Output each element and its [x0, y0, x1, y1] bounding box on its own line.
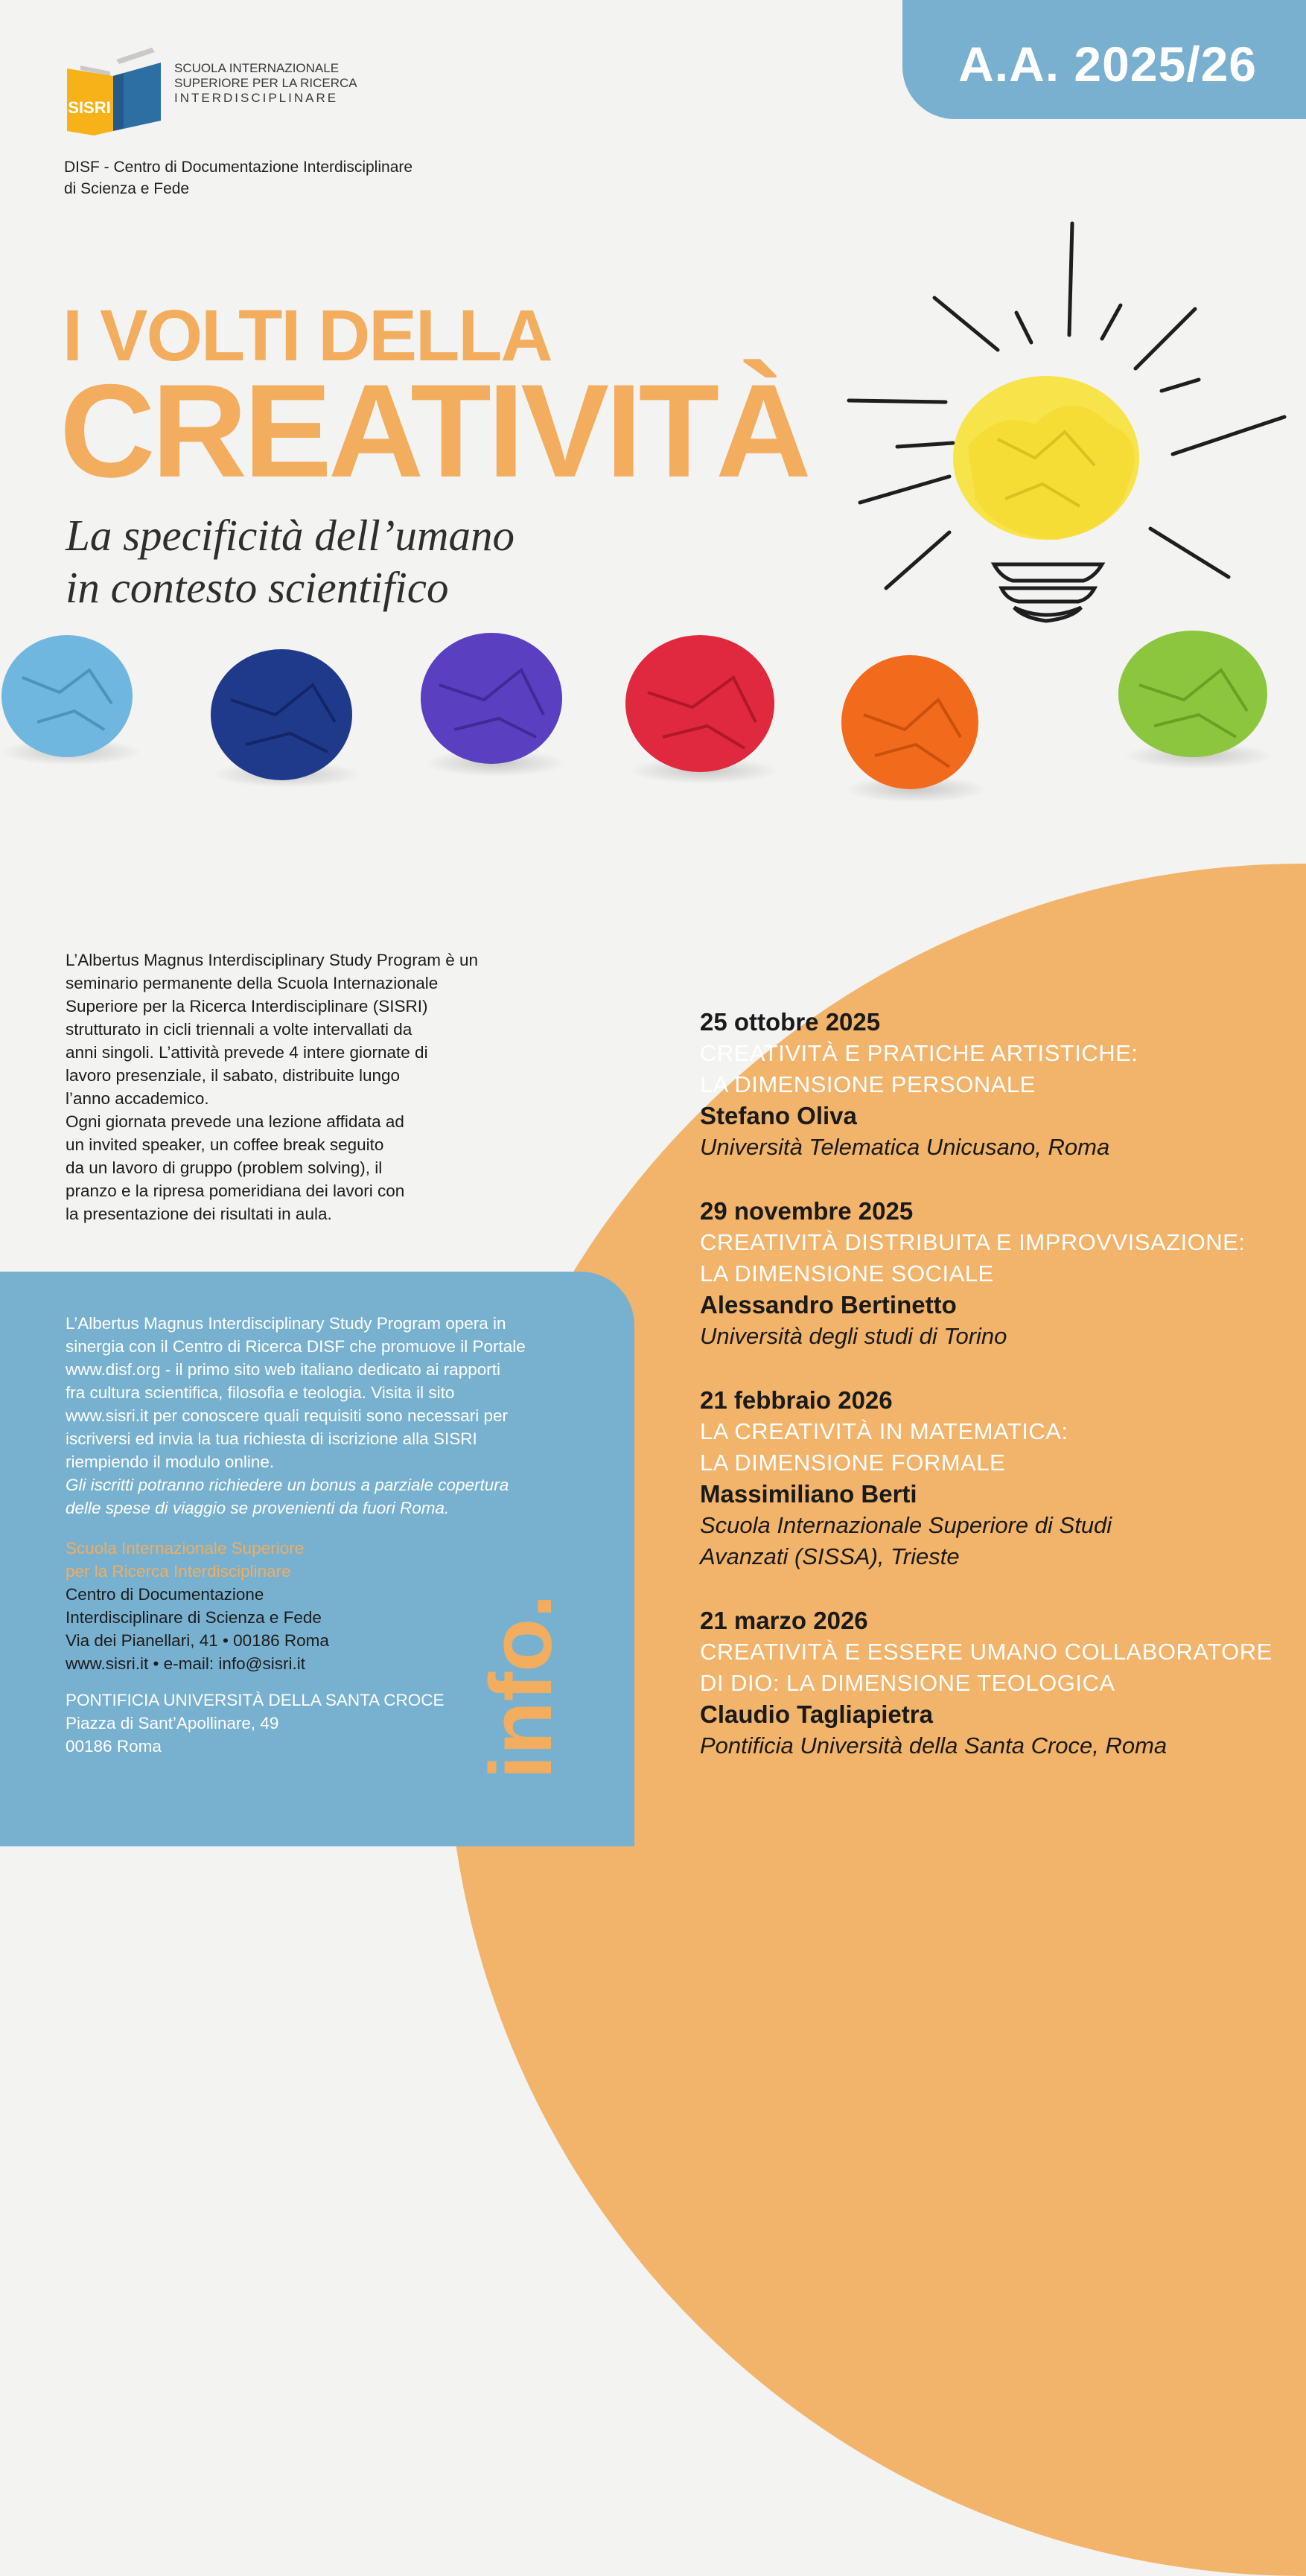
info-vertical-label: info.	[472, 1593, 570, 1779]
event-date: 29 novembre 2025	[700, 1197, 914, 1225]
event-date: 21 marzo 2026	[700, 1607, 868, 1634]
info-paragraph: L’Albertus Magnus Interdisciplinary Study Program opera in sinergia con il Centro di Ricerca DISF che promuove il Portale www.disf.org - il primo sito web italiano dedicato ai rapporti fra cultura scientifica, filosofia e teologia. Visita il sito www.sisri.it per conoscere quali requisiti sono necessari per iscriversi ed invia la tua richiesta di iscrizione alla SISRI riempiendo il modulo online. Gli iscritti potranno richiedere un bonus a parziale copertura delle spese di viaggio se provenienti da fuori Roma.	[66, 1312, 588, 1520]
event-speaker: Claudio Tagliapietra	[700, 1700, 933, 1728]
event-title: LA DIMENSIONE SOCIALE	[700, 1260, 994, 1287]
event-item	[700, 1385, 1288, 1572]
event-speaker: Alessandro Bertinetto	[700, 1291, 957, 1319]
event-affiliation: Pontificia Università della Santa Croce, Roma	[700, 1732, 1168, 1759]
disf-link-line[interactable]: www.disf.org - il primo sito web italiano dedicato ai rapporti	[66, 1360, 501, 1379]
subtitle: La specificità dell’umano in contesto scientifico	[66, 511, 515, 612]
bulb-paper-ball	[953, 376, 1139, 540]
event-affiliation: Università Telematica Unicusano, Roma	[700, 1134, 1110, 1160]
event-title: LA DIMENSIONE PERSONALE	[700, 1071, 1036, 1097]
event-item	[700, 1007, 1288, 1163]
academic-year: A.A. 2025/26	[958, 36, 1257, 92]
creativity-illustration	[0, 201, 1306, 856]
event-title: CREATIVITÀ E ESSERE UMANO COLLABORATORE	[700, 1639, 1272, 1665]
logo-text	[174, 61, 357, 106]
event-affiliation: Scuola Internazionale Superiore di Studi	[700, 1512, 1112, 1538]
event-date: 21 febbraio 2026	[700, 1386, 893, 1414]
title-line-1: I VOLTI DELLA	[63, 295, 552, 376]
sisri-logo-icon	[64, 43, 168, 140]
event-title: LA CREATIVITÀ IN MATEMATICA:	[700, 1418, 1068, 1444]
sisri-link-line[interactable]: www.sisri.it per conoscere quali requisiti sono necessari per	[66, 1406, 509, 1425]
event-date: 25 ottobre 2025	[700, 1008, 881, 1036]
svg-text:SISRI: SISRI	[68, 98, 111, 117]
event-affiliation: Avanzati (SISSA), Trieste	[700, 1543, 960, 1569]
contact-links[interactable]: www.sisri.it • e-mail: info@sisri.it	[66, 1654, 305, 1673]
event-title: LA DIMENSIONE FORMALE	[700, 1450, 1006, 1476]
event-title: CREATIVITÀ DISTRIBUITA E IMPROVVISAZIONE:	[700, 1229, 1246, 1255]
logo-line: SCUOLA INTERNAZIONALE	[174, 61, 340, 75]
address-block: Scuola Internazionale Superiore per la Ricerca Interdisciplinare Centro di Documentazione Interdisciplinare di Scienza e Fede Via dei Pianellari, 41 • 00186 Roma www.sisri.it • e-mail: info@sisri.it	[66, 1537, 542, 1675]
event-speaker: Stefano Oliva	[700, 1102, 857, 1129]
disf-credit: DISF - Centro di Documentazione Interdisciplinare di Scienza e Fede	[64, 159, 413, 197]
event-list	[700, 1007, 1288, 1794]
paper-balls	[0, 631, 1273, 803]
event-title: DI DIO: LA DIMENSIONE TEOLOGICA	[700, 1670, 1115, 1696]
event-speaker: Massimiliano Berti	[700, 1480, 917, 1508]
event-item	[700, 1605, 1288, 1762]
logo-line: INTERDISCIPLINARE	[174, 91, 339, 105]
event-title: CREATIVITÀ E PRATICHE ARTISTICHE:	[700, 1040, 1138, 1066]
university-address: PONTIFICIA UNIVERSITÀ DELLA SANTA CROCE Piazza di Sant’Apollinare, 49 00186 Roma	[66, 1691, 445, 1756]
event-affiliation: Università degli studi di Torino	[700, 1323, 1007, 1349]
logo-line: SUPERIORE PER LA RICERCA	[174, 76, 357, 90]
event-item	[700, 1196, 1288, 1352]
intro-paragraph: L’Albertus Magnus Interdisciplinary Study Program è un seminario permanente della Scuola Internazionale Superiore per la Ricerca Interdisciplinare (SISRI) strutturato in cicli triennali a volte intervallati da anni singoli. L’attività prevede 4 intere giornate di lavoro presenziale, il sabato, distribuite lungo l’anno accademico. Ogni giornata prevede una lezione affidata ad un invited speaker, un coffee break seguito da un lavoro di gruppo (problem solving), il pranzo e la ripresa pomeridiana dei lavori con la presentazione dei risultati in aula.	[66, 951, 479, 1223]
title-line-2: CREATIVITÀ	[60, 357, 808, 505]
